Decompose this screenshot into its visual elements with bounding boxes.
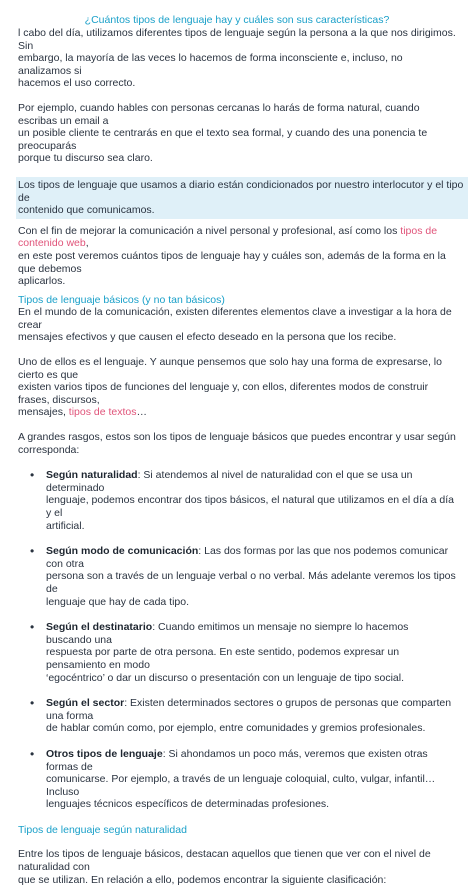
rasgos-paragraph (18, 431, 456, 456)
list-item: • Según el destinatario: Cuando emitimos un mensaje no siempre lo hacemos buscando una respuesta por parte de otra persona. En este sentido, podemos expresar un pensamiento en modo ‘egocéntrico’ o dar un discurso o presentación con un lenguaje de tipo social. (46, 621, 456, 684)
section-heading-basicos: Tipos de lenguaje básicos (y no tan básicos) (18, 293, 225, 306)
intro-paragraph (18, 27, 456, 90)
list-item: • Según naturalidad: Si atendemos al nivel de naturalidad con el que se usa un determinado lenguaje, podemos encontrar dos tipos básicos, el natural que utilizamos en el día a día y el artificial. (46, 469, 456, 532)
text-line: Con el fin de mejorar la comunicación a nivel personal y profesional, así como los tipos de contenido web, (18, 224, 438, 250)
section2-paragraph (18, 848, 456, 886)
text-line: aplicarlos. (18, 275, 66, 288)
highlight-box (16, 177, 468, 219)
page-title: ¿Cuántos tipos de lenguaje hay y cuáles son sus características? (84, 14, 390, 26)
text-line: Por ejemplo, cuando hables con personas cercanas lo harás de forma natural, cuando escribas un email a (18, 101, 420, 127)
text-line: Uno de ellos es el lenguaje. Y aunque pensemos que solo hay una forma de expresarse, lo cierto es que (18, 356, 442, 381)
text-line: l cabo del día, utilizamos diferentes tipos de lenguaje según la persona a la que nos dirigimos. Sin (18, 27, 456, 52)
text-line: corresponda: (18, 443, 80, 456)
purpose-paragraph (18, 225, 456, 288)
text-line: contenido que comunicamos. (18, 204, 155, 217)
language-paragraph (18, 356, 456, 419)
text-line: que se utilizan. En relación a ello, podemos encontrar la siguiente clasificación: (18, 873, 387, 886)
text-line: Los tipos de lenguaje que usamos a diario están condicionados por nuestro interlocutor y el tipo de (18, 178, 464, 204)
text-line: hacemos el uso correcto. (18, 77, 136, 90)
text-line: existen varios tipos de funciones del lenguaje y, con ellos, diferentes modos de construir frases, discursos, (18, 381, 429, 406)
text-line: mensajes, tipos de textos… (18, 406, 147, 419)
link-tipos-de-textos[interactable]: tipos de textos (68, 406, 137, 419)
list-item: • Según modo de comunicación: Las dos formas por las que nos podemos comunicar con otra persona son a través de un lenguaje verbal o no verbal. Más adelante veremos los tipos de lenguaje que hay de cada tipo. (46, 545, 456, 608)
section1-paragraph (18, 306, 456, 344)
link-tipos-de-contenido-web[interactable]: tipos de contenido web (18, 224, 438, 250)
list-item: • Otros tipos de lenguaje: Si ahondamos un poco más, veremos que existen otras formas de comunicarse. Por ejemplo, a través de un lenguaje coloquial, culto, vulgar, infantil… Incluso lenguajes técnicos específicos de determinadas profesiones. (46, 748, 456, 811)
text-line: Entre los tipos de lenguaje básicos, destacan aquellos que tienen que ver con el nivel de naturalidad con (18, 848, 431, 874)
text-line: embargo, la mayoría de las veces lo hacemos de forma inconsciente e, incluso, no analizamos si (18, 52, 403, 77)
text-line: A grandes rasgos, estos son los tipos de lenguaje básicos que puedes encontrar y usar según (18, 431, 456, 444)
text-line: un posible cliente te centrarás en que el texto sea formal, y cuando des una ponencia te preocuparás (18, 127, 428, 152)
text-line: mensajes efectivos y que causen el efecto deseado en la persona que los recibe. (18, 331, 397, 344)
list-item: • Según el sector: Existen determinados sectores o grupos de personas que comparten una forma de hablar común como, por ejemplo, entre comunidades y gremios profesionales. (46, 697, 456, 735)
text-line: en este post veremos cuántos tipos de lenguaje hay y cuáles son, además de la forma en la que debemos (18, 249, 446, 275)
section-heading-naturalidad: Tipos de lenguaje según naturalidad (18, 823, 187, 836)
text-line: En el mundo de la comunicación, existen diferentes elementos clave a investigar a la hora de crear (18, 306, 452, 331)
language-types-list (18, 469, 456, 811)
example-paragraph (18, 102, 456, 165)
text-line: porque tu discurso sea claro. (18, 152, 153, 165)
